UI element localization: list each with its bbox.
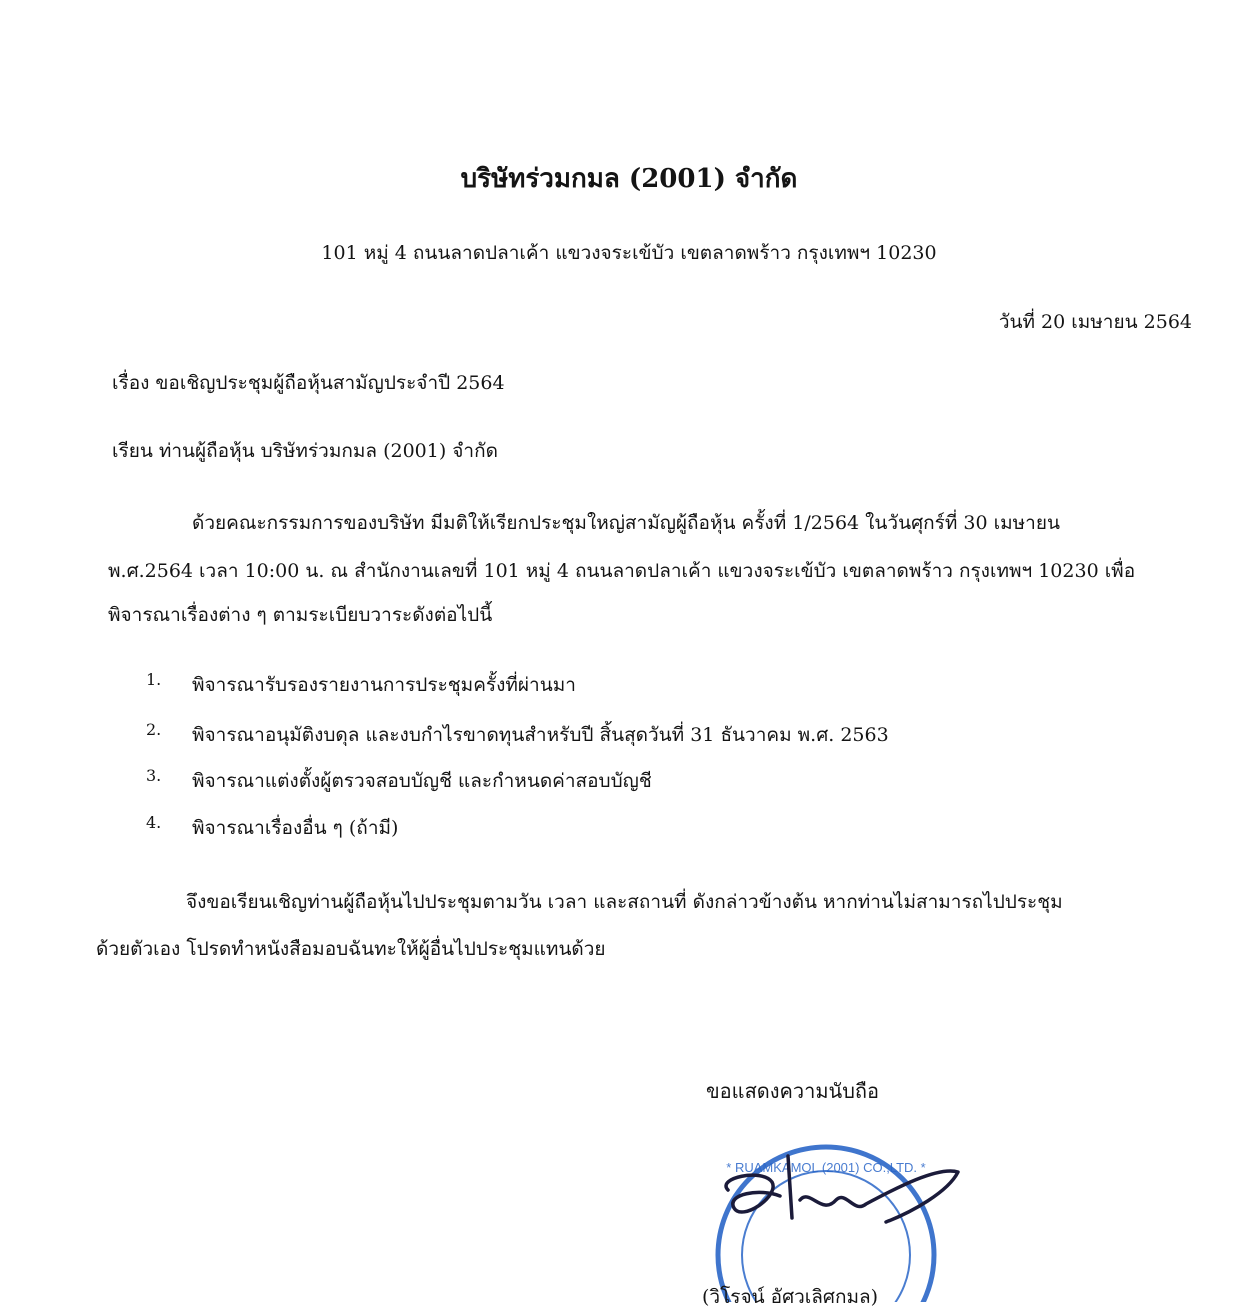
- company-address: 101 หมู่ 4 ถนนลาดปลาเค้า แขวงจระเข้บัว เขตลาดพร้าว กรุงเทพฯ 10230: [321, 242, 937, 264]
- paragraph1-line1: ด้วยคณะกรรมการของบริษัท มีมติให้เรียกประชุมใหญ่สามัญผู้ถือหุ้น ครั้งที่ 1/2564 ในวันศุกร์ที่ 30 เมษายน: [192, 512, 1060, 534]
- agenda-number: 1.: [146, 670, 162, 689]
- company-stamp: [676, 1130, 976, 1302]
- agenda-item: พิจารณาอนุมัติงบดุล และงบกำไรขาดทุนสำหรับปี สิ้นสุดวันที่ 31 ธันวาคม พ.ศ. 2563: [192, 724, 889, 746]
- letter-date: วันที่ 20 เมษายน 2564: [998, 311, 1192, 333]
- signer-name: (วิโรจน์ อัศวเลิศกมล): [702, 1286, 879, 1308]
- paragraph1-line3: พิจารณาเรื่องต่าง ๆ ตามระเบียบวาระดังต่อไปนี้: [108, 604, 493, 626]
- paragraph2-line2: ด้วยตัวเอง โปรดทำหนังสือมอบฉันทะให้ผู้อื่นไปประชุมแทนด้วย: [96, 938, 606, 960]
- paragraph1-line2: พ.ศ.2564 เวลา 10:00 น. ณ สำนักงานเลขที่ 101 หมู่ 4 ถนนลาดปลาเค้า แขวงจระเข้บัว เขตลาดพร้าว กรุงเทพฯ 10230 เพื่อ: [108, 560, 1136, 582]
- paragraph2-line1: จึงขอเรียนเชิญท่านผู้ถือหุ้นไปประชุมตามวัน เวลา และสถานที่ ดังกล่าวข้างต้น หากท่านไม่สามารถไปประชุม: [186, 891, 1063, 913]
- letter-subject: เรื่อง ขอเชิญประชุมผู้ถือหุ้นสามัญประจำปี 2564: [112, 372, 505, 394]
- agenda-item: พิจารณาแต่งตั้งผู้ตรวจสอบบัญชี และกำหนดค่าสอบบัญชี: [192, 770, 652, 792]
- agenda-item: พิจารณาเรื่องอื่น ๆ (ถ้ามี): [192, 817, 399, 839]
- company-name: บริษัทร่วมกมล (2001) จำกัด: [460, 164, 798, 194]
- agenda-number: 4.: [146, 813, 162, 832]
- agenda-number: 3.: [146, 766, 162, 785]
- stamp-lettering: * RUAMKAMOL (2001) CO.,LTD. *: [726, 1160, 926, 1175]
- letter-recipient: เรียน ท่านผู้ถือหุ้น บริษัทร่วมกมล (2001) จำกัด: [112, 440, 498, 462]
- closing-salutation: ขอแสดงความนับถือ: [706, 1079, 880, 1103]
- agenda-number: 2.: [146, 720, 162, 739]
- agenda-item: พิจารณารับรองรายงานการประชุมครั้งที่ผ่านมา: [192, 674, 576, 696]
